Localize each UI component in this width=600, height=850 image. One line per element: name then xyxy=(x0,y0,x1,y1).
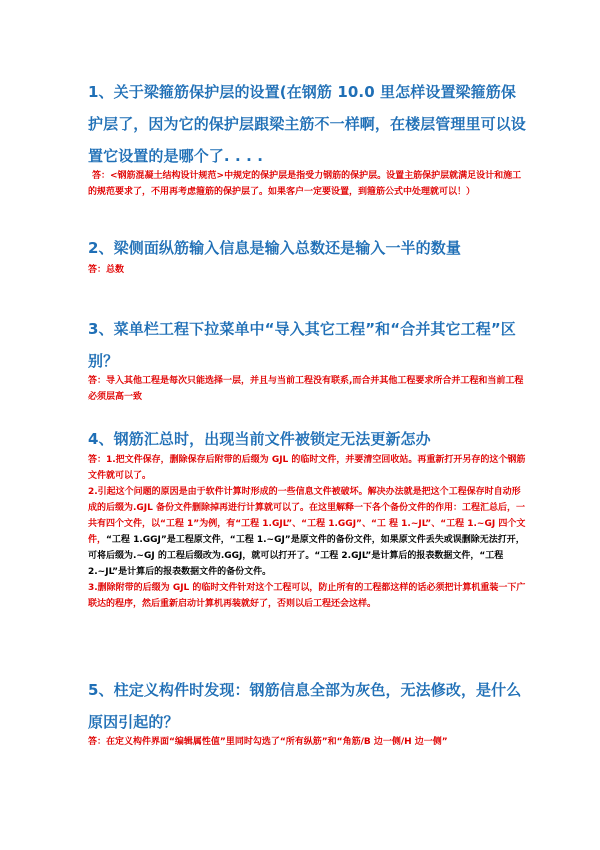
answer-4-file-ggj: “工程 1.GGJ” xyxy=(106,535,167,545)
answer-4-part-2 xyxy=(88,484,528,580)
question-4: 4、钢筋汇总时，出现当前文件被锁定无法更新怎办 xyxy=(88,430,431,448)
answer-4-part-2-text: 2.引起这个问题的原因是由于软件计算时形成的一些信息文件被破坏。解决办法就是把这个工程保存时自动形成的后缀为.GJL 备份文件删除掉再进行计算就可以了。在这里解释一下各个备份文件的作用：工程汇总后，一共有四个文件，以“工程 1”为例，有“工程 1.GJL”、“工程 1.GGJ”、“工 程 1.~JL”、“工程 1.~GJ 四个文件， xyxy=(88,487,526,545)
answer-4-file-gjl-desc: 是计算后的报表数据文件， xyxy=(371,551,480,561)
answer-4-backup-desc: 是原文件的备份文件，如果原文件丢失或误删除无法打开，可将后缀为.~GJ 的工程后缀改为.GGJ，就可以打开了。 xyxy=(88,535,525,561)
answer-4-file-gjl: “工程 2.GJL” xyxy=(314,551,372,561)
answer-5-text: 答：在定义构件界面“编辑属性值”里同时勾选了“所有纵筋”和“角筋/B 边一侧/H 边一侧” xyxy=(88,737,448,747)
answer-4 xyxy=(88,452,528,612)
question-1: 1、关于梁箍筋保护层的设置(在钢筋 10.0 里怎样设置梁箍筋保护层了，因为它的保护层跟梁主筋不一样啊，在楼层管理里可以设置它设置的是哪个了. . . . xyxy=(88,83,526,165)
answer-4-part-1: 答：1.把文件保存，删除保存后附带的后缀为 GJL 的临时文件，并要清空回收站。再重新打开另存的这个钢筋文件就可以了。 xyxy=(88,455,526,481)
answer-5 xyxy=(88,734,528,750)
answer-4-part-3: 3.删除附带的后缀为 GJL 的临时文件针对这个工程可以，防止所有的工程都这样的话必须把计算机重装一下广联达的程序，然后重新启动计算机再装就好了，否则以后工程还会这样。 xyxy=(88,583,526,609)
question-5: 5、柱定义构件时发现：钢筋信息全部为灰色，无法修改，是什么原因引起的？ xyxy=(88,681,522,731)
question-3: 3、菜单栏工程下拉菜单中“导入其它工程”和“合并其它工程”区别？ xyxy=(88,320,516,370)
answer-3 xyxy=(88,373,528,405)
answer-4-file-jl: “工程 2.~JL” xyxy=(88,551,504,577)
answer-4-file-ggj-desc: 是工程原文件，“工程 1.~GJ” xyxy=(166,535,291,545)
answer-4-file-jl-desc: 是计算后的报表数据文件的备份文件。 xyxy=(118,567,272,577)
answer-1 xyxy=(88,168,528,200)
answer-2 xyxy=(88,262,528,278)
answer-3-text: 答：导入其他工程是每次只能选择一层，并且与当前工程没有联系,而合并其他工程要求所合并工程和当前工程必须层高一致 xyxy=(88,376,524,402)
answer-1-text: 答：<钢筋混凝土结构设计规范>中规定的保护层是指受力钢筋的保护层。设置主筋保护层就满足设计和施工的规范要求了，不用再考虑箍筋的保护层了。如果客户一定要设置，到箍筋公式中处理就可以！） xyxy=(88,171,522,197)
question-2: 2、梁侧面纵筋输入信息是输入总数还是输入一半的数量 xyxy=(88,239,461,257)
answer-2-text: 答：总数 xyxy=(88,265,125,275)
